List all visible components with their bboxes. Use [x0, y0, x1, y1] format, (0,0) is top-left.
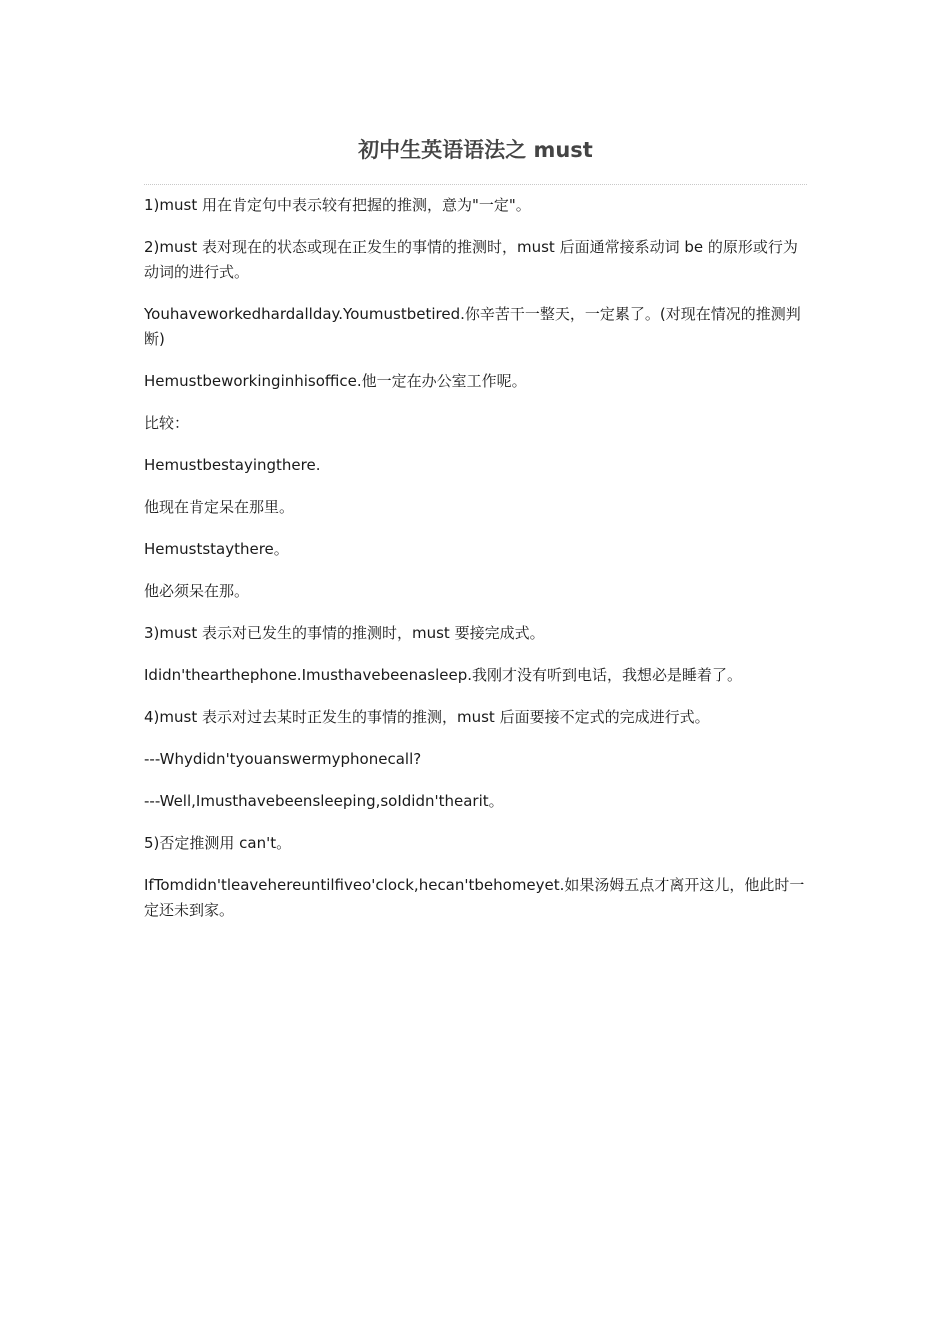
- paragraph-4: Hemustbeworkinginhisoffice.他一定在办公室工作呢。: [144, 372, 527, 390]
- paragraph-2: 2)must 表对现在的状态或现在正发生的事情的推测时，must 后面通常接系动词 be 的原形或行为动词的进行式。: [144, 238, 798, 281]
- paragraph-7: 他现在肯定呆在那里。: [144, 498, 295, 516]
- paragraph-11: Ididn'thearthephone.Imusthavebeenasleep.我刚才没有听到电话，我想必是睡着了。: [144, 666, 743, 684]
- paragraph-14: ---Well,Imusthavebeensleeping,soIdidn'thearit。: [144, 792, 504, 810]
- paragraph-8: Hemuststaythere。: [144, 540, 289, 558]
- title-divider: [144, 184, 807, 185]
- document-page: [144, 128, 807, 940]
- paragraph-15: 5)否定推测用 can't。: [144, 834, 292, 852]
- paragraph-10: 3)must 表示对已发生的事情的推测时，must 要接完成式。: [144, 624, 545, 642]
- paragraph-5: 比较：: [144, 414, 190, 432]
- paragraph-1: 1)must 用在肯定句中表示较有把握的推测，意为"一定"。: [144, 196, 531, 214]
- paragraph-9: 他必须呆在那。: [144, 582, 250, 600]
- document-title: 初中生英语语法之 must: [358, 138, 593, 162]
- paragraph-6: Hemustbestayingthere.: [144, 456, 321, 474]
- paragraph-12: 4)must 表示对过去某时正发生的事情的推测，must 后面要接不定式的完成进行式。: [144, 708, 710, 726]
- paragraph-16: IfTomdidn'tleavehereuntilfiveo'clock,hecan'tbehomeyet.如果汤姆五点才离开这儿，他此时一定还未到家。: [144, 876, 805, 919]
- paragraph-3: Youhaveworkedhardallday.Youmustbetired.你辛苦干一整天，一定累了。(对现在情况的推测判断): [144, 305, 801, 348]
- document-body: [144, 193, 807, 923]
- paragraph-13: ---Whydidn'tyouanswermyphonecall?: [144, 750, 422, 768]
